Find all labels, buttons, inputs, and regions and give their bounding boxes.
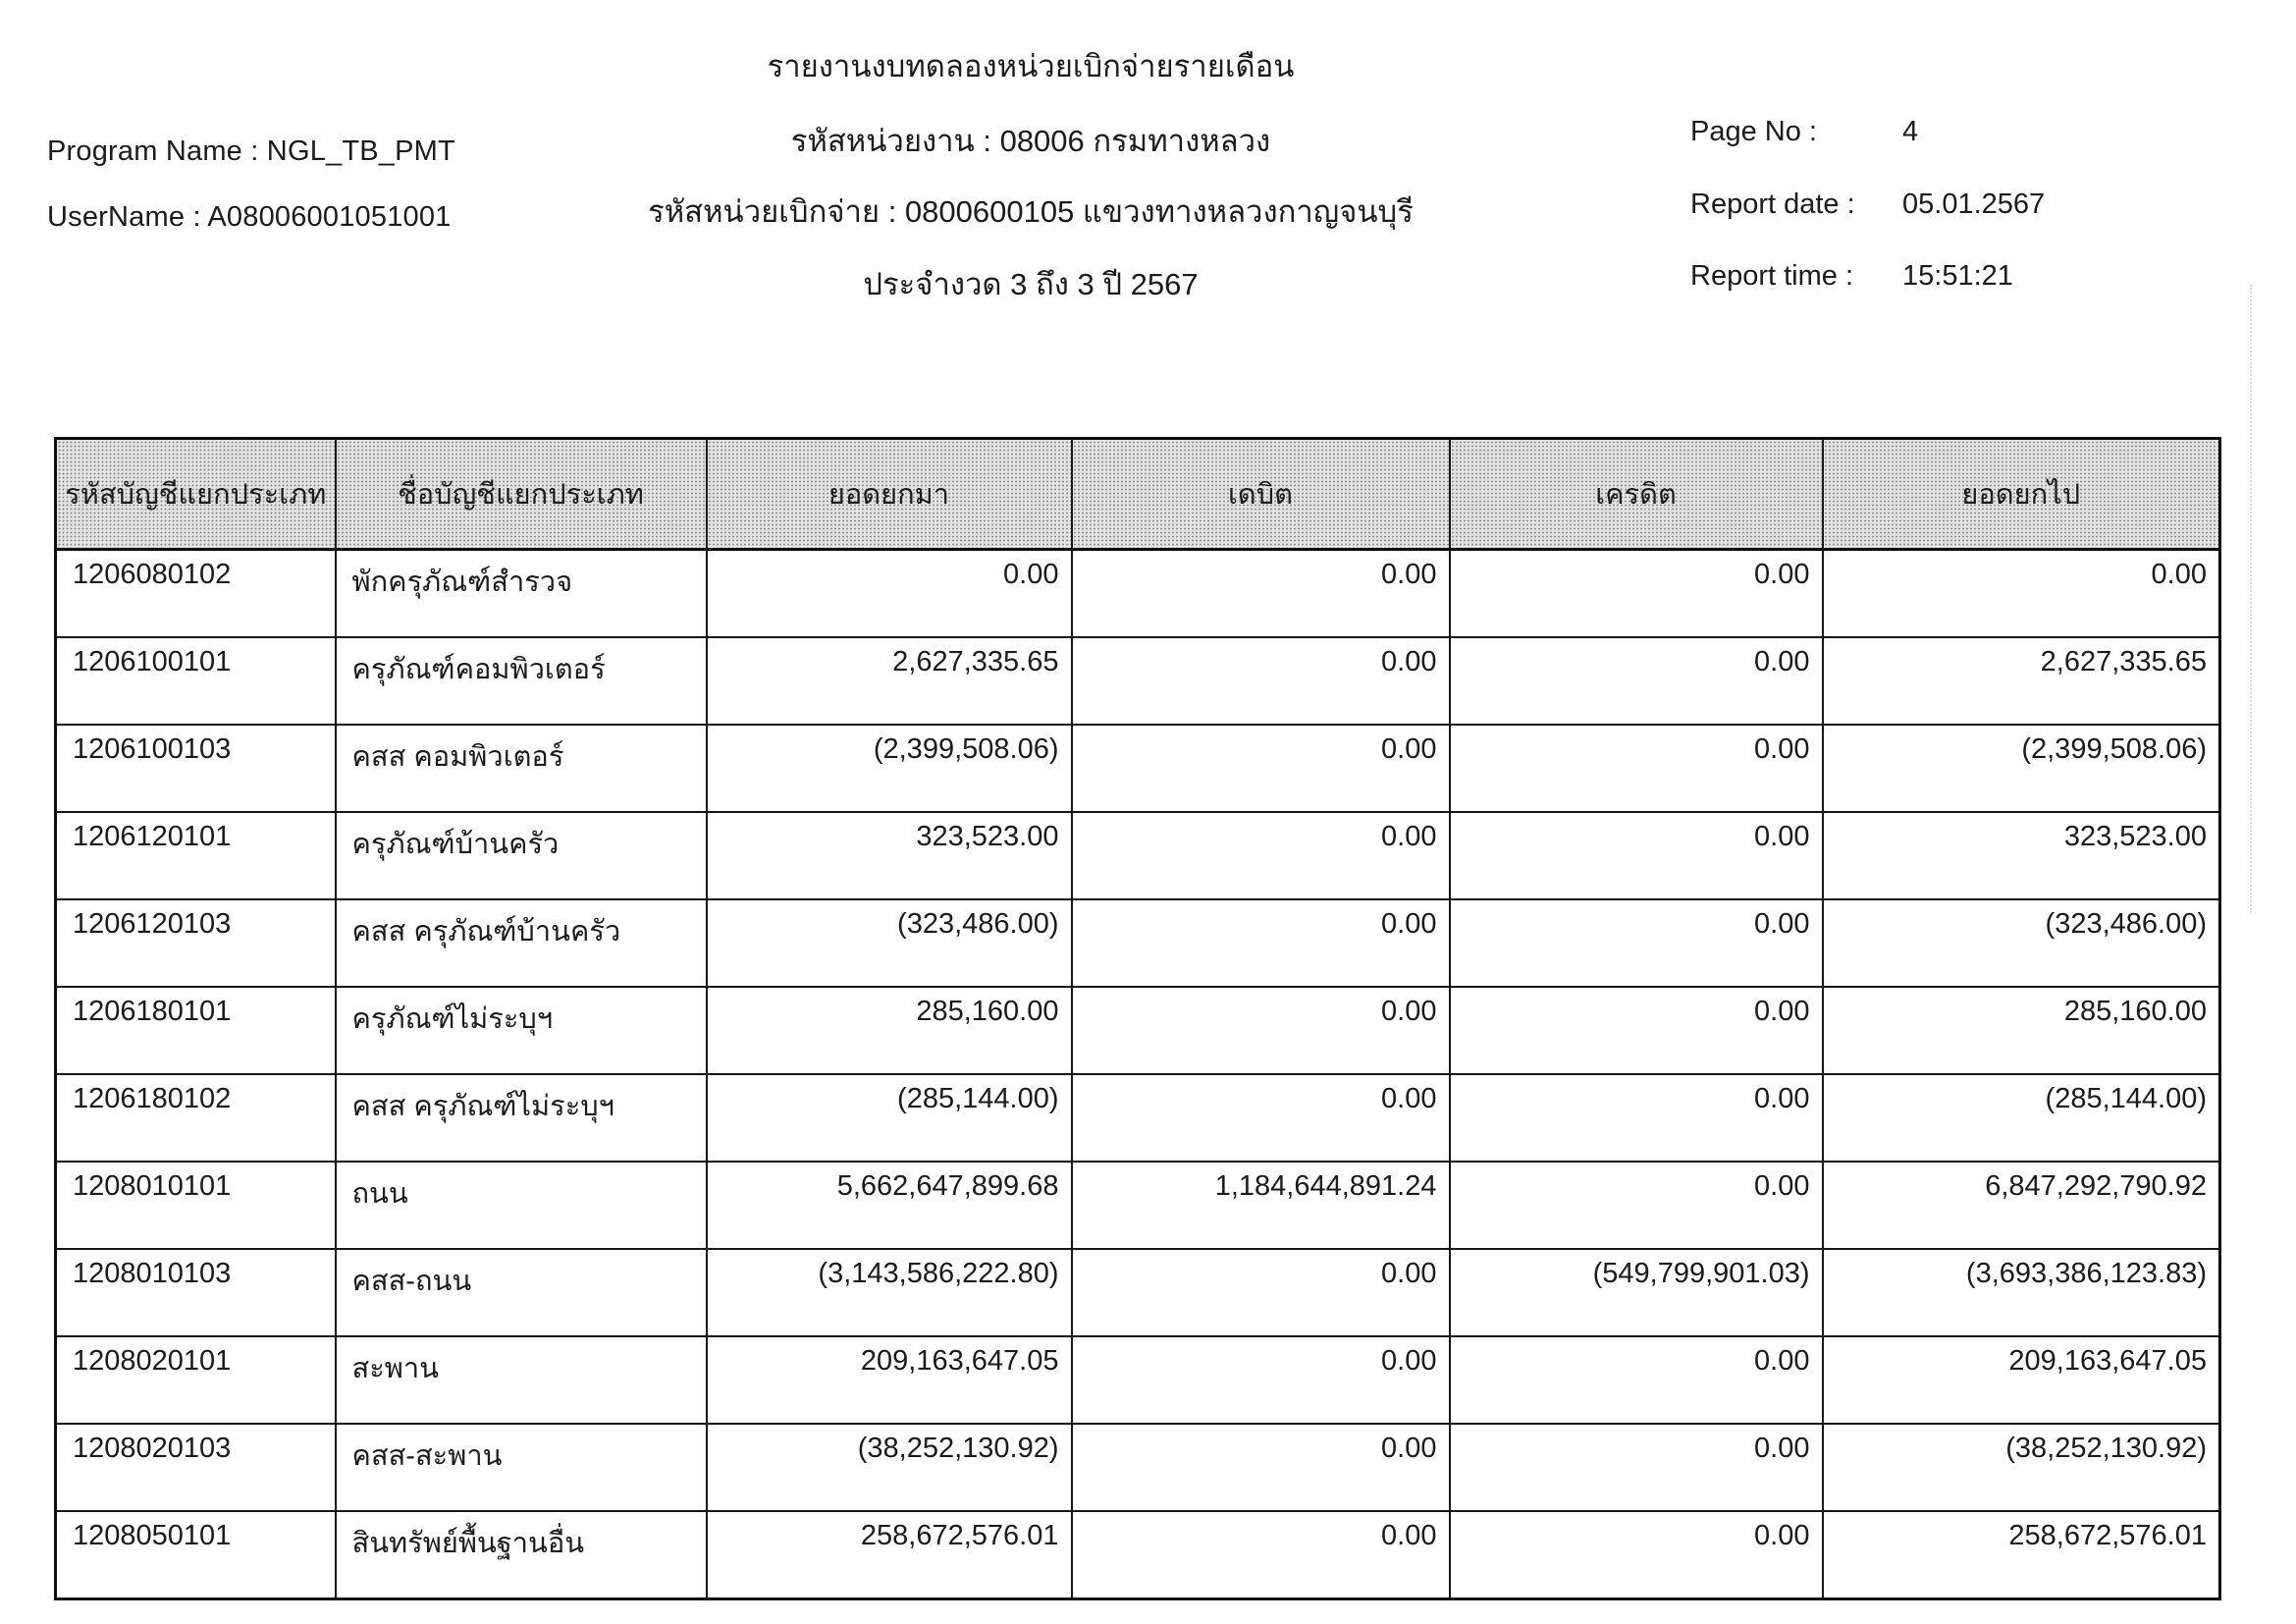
- account-name-cell: คสส ครุภัณฑ์ไม่ระบุฯ: [336, 1074, 707, 1162]
- report-time-value: 15:51:21: [1902, 260, 2013, 292]
- debit-cell: 0.00: [1072, 550, 1450, 638]
- opening-balance-cell: (323,486.00): [707, 899, 1072, 987]
- report-title: รายงานงบทดลองหน่วยเบิกจ่ายรายเดือน: [767, 49, 1295, 83]
- account-code-cell: 1206080102: [56, 550, 336, 638]
- period-line: ประจำงวด 3 ถึง 3 ปี 2567: [863, 267, 1199, 301]
- debit-cell: 0.00: [1072, 1249, 1450, 1336]
- username-line: [47, 201, 452, 234]
- table-row: [56, 1511, 2220, 1599]
- closing-balance-cell: 6,847,292,790.92: [1823, 1162, 2220, 1249]
- table-row: [56, 1074, 2220, 1162]
- account-code-cell: 1206180102: [56, 1074, 336, 1162]
- account-name-cell: พักครุภัณฑ์สำรวจ: [336, 550, 707, 638]
- account-code-cell: 1206120101: [56, 812, 336, 899]
- opening-balance-cell: 2,627,335.65: [707, 637, 1072, 725]
- opening-balance-cell: 258,672,576.01: [707, 1511, 1072, 1599]
- table-row: [56, 550, 2220, 638]
- opening-balance-cell: (3,143,586,222.80): [707, 1249, 1072, 1336]
- account-code-cell: 1208050101: [56, 1511, 336, 1599]
- opening-balance-cell: (285,144.00): [707, 1074, 1072, 1162]
- debit-cell: 0.00: [1072, 812, 1450, 899]
- debit-cell: 0.00: [1072, 899, 1450, 987]
- closing-balance-cell: (3,693,386,123.83): [1823, 1249, 2220, 1336]
- closing-balance-cell: (38,252,130.92): [1823, 1424, 2220, 1511]
- program-name-line: [47, 135, 455, 168]
- report-time-line: [1690, 260, 2240, 293]
- scan-artifact-dotted-line: [2250, 285, 2252, 913]
- program-name-label: Program Name :: [47, 135, 259, 167]
- table-body: [56, 550, 2220, 1599]
- table-row: [56, 1162, 2220, 1249]
- opening-balance-cell: 285,160.00: [707, 987, 1072, 1074]
- credit-cell: 0.00: [1450, 899, 1823, 987]
- account-name-cell: สะพาน: [336, 1336, 707, 1424]
- closing-balance-cell: 258,672,576.01: [1823, 1511, 2220, 1599]
- column-header-opening-balance: ยอดยกมา: [707, 439, 1072, 550]
- account-code-cell: 1206100101: [56, 637, 336, 725]
- disbursement-code-line: รหัสหน่วยเบิกจ่าย : 0800600105 แขวงทางหลวงกาญจนบุรี: [648, 194, 1414, 229]
- table-row: [56, 812, 2220, 899]
- account-name-cell: คสส-ถนน: [336, 1249, 707, 1336]
- credit-cell: 0.00: [1450, 1424, 1823, 1511]
- table-row: [56, 725, 2220, 812]
- credit-cell: (549,799,901.03): [1450, 1249, 1823, 1336]
- username-label: UserName :: [47, 201, 201, 233]
- page-no-line: [1690, 116, 2240, 148]
- credit-cell: 0.00: [1450, 637, 1823, 725]
- credit-cell: 0.00: [1450, 1336, 1823, 1424]
- account-code-cell: 1208010103: [56, 1249, 336, 1336]
- page-no-label: Page No :: [1690, 116, 1817, 147]
- opening-balance-cell: (2,399,508.06): [707, 725, 1072, 812]
- table-row: [56, 899, 2220, 987]
- column-header-closing-balance: ยอดยกไป: [1823, 439, 2220, 550]
- username-value: A08006001051001: [207, 201, 452, 233]
- debit-cell: 0.00: [1072, 637, 1450, 725]
- credit-cell: 0.00: [1450, 1162, 1823, 1249]
- closing-balance-cell: 2,627,335.65: [1823, 637, 2220, 725]
- debit-cell: 1,184,644,891.24: [1072, 1162, 1450, 1249]
- table-row: [56, 1249, 2220, 1336]
- table-row: [56, 987, 2220, 1074]
- closing-balance-cell: 209,163,647.05: [1823, 1336, 2220, 1424]
- account-code-cell: 1206100103: [56, 725, 336, 812]
- debit-cell: 0.00: [1072, 987, 1450, 1074]
- account-name-cell: สินทรัพย์พื้นฐานอื่น: [336, 1511, 707, 1599]
- column-header-credit: เครดิต: [1450, 439, 1823, 550]
- credit-cell: 0.00: [1450, 812, 1823, 899]
- program-name-value: NGL_TB_PMT: [266, 135, 455, 167]
- opening-balance-cell: 0.00: [707, 550, 1072, 638]
- debit-cell: 0.00: [1072, 1336, 1450, 1424]
- account-name-cell: ครุภัณฑ์คอมพิวเตอร์: [336, 637, 707, 725]
- account-name-cell: คสส-สะพาน: [336, 1424, 707, 1511]
- closing-balance-cell: 323,523.00: [1823, 812, 2220, 899]
- closing-balance-cell: 285,160.00: [1823, 987, 2220, 1074]
- debit-cell: 0.00: [1072, 1511, 1450, 1599]
- report-date-value: 05.01.2567: [1902, 189, 2046, 220]
- account-name-cell: คสส คอมพิวเตอร์: [336, 725, 707, 812]
- account-name-cell: ถนน: [336, 1162, 707, 1249]
- account-code-cell: 1206180101: [56, 987, 336, 1074]
- closing-balance-cell: (2,399,508.06): [1823, 725, 2220, 812]
- column-header-account-code: รหัสบัญชีแยกประเภท: [56, 439, 336, 550]
- debit-cell: 0.00: [1072, 1424, 1450, 1511]
- account-name-cell: ครุภัณฑ์ไม่ระบุฯ: [336, 987, 707, 1074]
- agency-code-line: รหัสหน่วยงาน : 08006 กรมทางหลวง: [790, 124, 1271, 158]
- account-code-cell: 1208020101: [56, 1336, 336, 1424]
- credit-cell: 0.00: [1450, 1511, 1823, 1599]
- table-row: [56, 1336, 2220, 1424]
- account-code-cell: 1208020103: [56, 1424, 336, 1511]
- opening-balance-cell: 323,523.00: [707, 812, 1072, 899]
- debit-cell: 0.00: [1072, 1074, 1450, 1162]
- trial-balance-table: [54, 437, 2221, 1600]
- table-row: [56, 1424, 2220, 1511]
- credit-cell: 0.00: [1450, 1074, 1823, 1162]
- opening-balance-cell: 209,163,647.05: [707, 1336, 1072, 1424]
- debit-cell: 0.00: [1072, 725, 1450, 812]
- column-header-account-name: ชื่อบัญชีแยกประเภท: [336, 439, 707, 550]
- page-no-value: 4: [1902, 116, 1919, 147]
- column-header-debit: เดบิต: [1072, 439, 1450, 550]
- account-name-cell: คสส ครุภัณฑ์บ้านครัว: [336, 899, 707, 987]
- credit-cell: 0.00: [1450, 550, 1823, 638]
- account-name-cell: ครุภัณฑ์บ้านครัว: [336, 812, 707, 899]
- account-code-cell: 1206120103: [56, 899, 336, 987]
- report-time-label: Report time :: [1690, 260, 1853, 292]
- closing-balance-cell: 0.00: [1823, 550, 2220, 638]
- closing-balance-cell: (285,144.00): [1823, 1074, 2220, 1162]
- report-date-line: [1690, 189, 2240, 221]
- closing-balance-cell: (323,486.00): [1823, 899, 2220, 987]
- credit-cell: 0.00: [1450, 987, 1823, 1074]
- table-header-row: [56, 439, 2220, 550]
- report-date-label: Report date :: [1690, 189, 1855, 220]
- credit-cell: 0.00: [1450, 725, 1823, 812]
- account-code-cell: 1208010101: [56, 1162, 336, 1249]
- table-row: [56, 637, 2220, 725]
- opening-balance-cell: 5,662,647,899.68: [707, 1162, 1072, 1249]
- opening-balance-cell: (38,252,130.92): [707, 1424, 1072, 1511]
